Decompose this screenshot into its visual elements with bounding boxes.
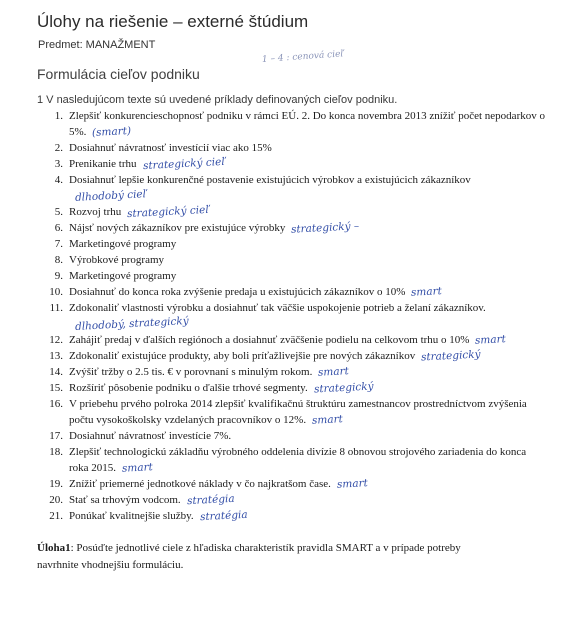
intro-text: 1 V nasledujúcom texte sú uvedené príklady definovaných cieľov podniku. [37,94,398,106]
list-item-number: 18. [49,446,63,458]
list-item [41,108,546,140]
list-item [41,508,546,524]
list-item-text: Zlepšiť konkurencieschopnosť podniku v rámci EÚ. 2. Do konca novembra 2013 znížiť počet nepodarkov o 5%. [69,110,545,138]
list-item-text: Ponúkať kvalitnejšie služby. [69,510,194,522]
page-title: Úlohy na riešenie – externé štúdium [37,12,309,31]
list-item-number: 19. [49,478,63,490]
list-item [41,252,546,268]
handwritten-annotation: smart [121,461,154,475]
handwritten-top-note: 1 – 4 : cenová cieľ [261,49,345,65]
list-item [41,348,546,364]
list-item-text: Dosiahnuť návratnosť investícií viac ako 15% [69,142,272,154]
list-item-text: Zdokonaliť existujúce produkty, aby boli príťažlivejšie pre nových zákazníkov [69,350,416,362]
list-item [41,156,546,172]
list-item-text: Marketingové programy [69,270,177,282]
list-item [41,364,546,380]
task-block [37,540,497,574]
list-item [41,332,546,348]
handwritten-annotation: smart [311,413,344,427]
handwritten-annotation: strategický [313,380,374,396]
list-item-text: Dosiahnuť návratnosť investície 7%. [69,430,232,442]
handwritten-annotation: (smart) [92,124,132,140]
list-item [41,172,546,204]
list-item-text: Výrobkové programy [69,254,165,266]
handwritten-annotation: smart [411,285,443,299]
list-item [41,236,546,252]
handwritten-annotation: stratégia [186,492,235,508]
list-item-text: Marketingové programy [69,238,177,250]
list-item-number: 15. [49,382,63,394]
list-item [41,140,546,156]
list-item-number: 3. [54,158,63,170]
list-item-number: 5. [54,206,63,218]
list-item-number: 20. [49,494,63,506]
list-item [41,204,546,220]
list-item-number: 7. [54,238,63,250]
list-item [41,300,546,332]
list-item [41,284,546,300]
list-item [41,476,546,492]
list-item-text: Prenikanie trhu [69,158,137,170]
list-item-number: 11. [49,302,63,314]
list-item-number: 12. [49,334,63,346]
list-item-number: 8. [54,254,63,266]
handwritten-annotation: smart [318,365,350,379]
list-item [41,268,546,284]
list-item-text: Zahájiť predaj v ďalších regiónoch a dosiahnuť zväčšenie podielu na celkovom trhu o 10% [69,334,470,346]
list-item-text: Zvýšiť tržby o 2.5 tis. € v porovnaní s minulým rokom. [69,366,313,378]
list-item-number: 6. [54,222,63,234]
list-item [41,396,546,428]
list-item-number: 13. [49,350,63,362]
handwritten-annotation: dlhodobý cieľ [74,188,148,204]
list-item-number: 10. [49,286,63,298]
list-item-number: 4. [54,174,63,186]
list-item-text: Rozšíriť pôsobenie podniku o ďalšie trhové segmenty. [69,382,308,394]
handwritten-annotation: strategický cieľ [142,155,226,173]
list-item-text: Stať sa trhovým vodcom. [69,494,181,506]
list-item-text: Dosiahnuť lepšie konkurenčné postavenie existujúcich výrobkov a existujúcich zákazníkov [69,174,471,186]
list-item-number: 14. [49,366,63,378]
list-item-text: Zdokonaliť vlastnosti výrobku a dosiahnuť tak väčšie uspokojenie potrieb a želaní zákazníkov. [69,302,486,314]
handwritten-annotation: strategický [420,348,482,364]
handwritten-annotation: smart [475,333,507,347]
list-item-number: 21. [49,510,63,522]
handwritten-annotation: smart [336,477,369,491]
list-item [41,220,546,236]
list-item-text: V priebehu prvého polroka 2014 zlepšiť kvalifikačnú štruktúru zamestnancov prostredníctvom zvýšenia počtu vysokoškolsky vzdelaných pracovníkov o 12%. [69,398,527,426]
list-item-text: Nájsť nových zákazníkov pre existujúce výrobky [69,222,286,234]
list-item-text: Znížiť priemerné jednotkové náklady v čo najkratšom čase. [69,478,331,490]
handwritten-annotation: dlhodobý, strategický [74,315,189,333]
section-title: Formulácia cieľov podniku [37,66,200,82]
list-item-number: 16. [49,398,63,410]
list-item [41,428,546,444]
list-item-number: 17. [49,430,63,442]
handwritten-annotation: strategický – [291,220,360,236]
task-text: : Posúďte jednotlivé ciele z hľadiska charakteristík pravidla SMART a v prípade potreby navrhnite vhodnejšiu formuláciu. [37,542,461,571]
handwritten-annotation: strategický cieľ [126,203,211,221]
list-item [41,492,546,508]
list-item [41,380,546,396]
subject-label: Predmet: MANAŽMENT [38,39,156,51]
handwritten-annotation: stratégia [199,508,248,524]
goals-list [41,108,546,524]
list-item-text: Zlepšiť technologickú základňu výrobného oddelenia divízie 8 obnovou strojového zariadenia do konca roka 2015. [69,446,527,474]
list-item-number: 2. [54,142,63,154]
list-item-text: Rozvoj trhu [69,206,122,218]
list-item-text: Dosiahnuť do konca roka zvýšenie predaja u existujúcich zákazníkov o 10% [69,286,406,298]
list-item [41,444,546,476]
task-label: Úloha1 [37,542,71,554]
list-item-number: 9. [54,270,63,282]
list-item-number: 1. [54,110,63,122]
